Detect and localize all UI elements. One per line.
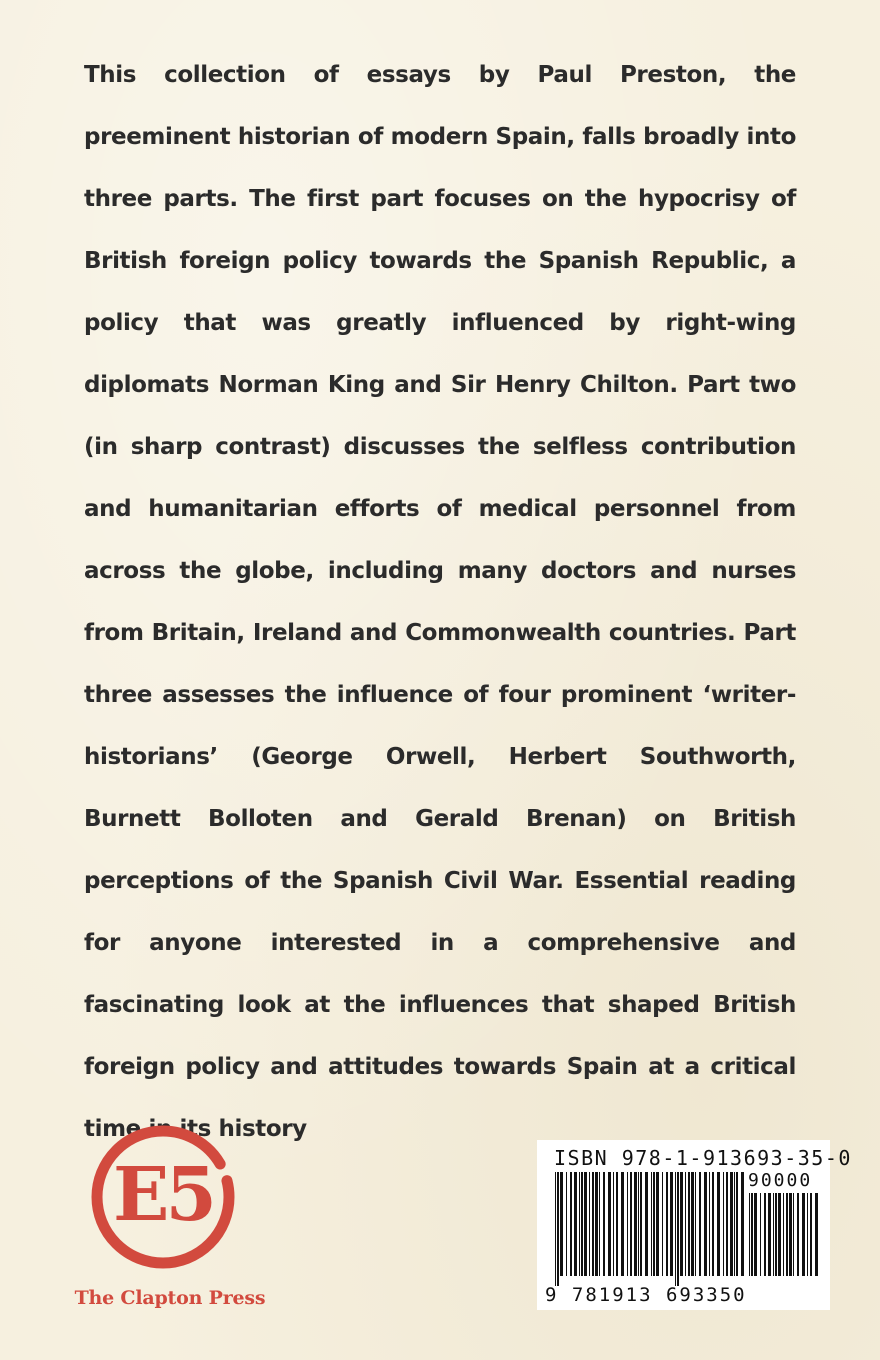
barcode-bar [680, 1172, 683, 1276]
barcode-bar [653, 1172, 655, 1276]
barcode-bar [699, 1172, 701, 1276]
barcode-bar [783, 1193, 784, 1276]
barcode-bar [662, 1172, 663, 1276]
barcode-bar [621, 1172, 624, 1276]
barcode-bar [574, 1172, 577, 1276]
barcode-bar [589, 1172, 590, 1276]
barcode-bar [730, 1172, 733, 1276]
barcode-bar [688, 1172, 690, 1276]
barcode-bar [749, 1193, 750, 1276]
barcode-bar [656, 1172, 659, 1276]
barcode-bar [723, 1172, 724, 1276]
barcode-bar [557, 1172, 559, 1286]
barcode-bar [712, 1172, 714, 1276]
barcode-bar [570, 1172, 572, 1276]
barcode-bar [775, 1193, 777, 1276]
isbn-barcode [537, 1140, 852, 1310]
logo-letters: E5 [113, 1152, 213, 1238]
barcode-bar [802, 1193, 805, 1276]
barcode-bar [810, 1193, 812, 1276]
publisher-name: The Clapton Press [74, 1287, 266, 1309]
barcode-bar [786, 1193, 788, 1276]
barcode-bar [603, 1172, 605, 1276]
barcode-bar [566, 1172, 567, 1276]
barcode-bar [789, 1193, 792, 1276]
addon-digits: 90000 [748, 1170, 813, 1191]
barcode-bar [651, 1172, 652, 1276]
barcode-bar [717, 1172, 720, 1276]
ean-digits: 9 781913 693350 [545, 1284, 747, 1306]
barcode-bar [778, 1193, 781, 1276]
barcode-bar [627, 1172, 628, 1276]
barcode-bar [685, 1172, 686, 1276]
barcode-bar [815, 1193, 818, 1276]
isbn-label: ISBN 978-1-913693-35-0 [554, 1146, 852, 1170]
barcode-bar [608, 1172, 611, 1276]
barcode-bar [560, 1172, 563, 1276]
barcode-bar [695, 1172, 696, 1276]
barcode-bar [634, 1172, 637, 1276]
barcode-bar [709, 1172, 710, 1276]
barcode-bar [734, 1172, 735, 1276]
barcode-bar [675, 1172, 676, 1286]
barcode-bar [677, 1172, 679, 1286]
barcode-bar [595, 1172, 598, 1276]
barcode-bar [764, 1193, 766, 1276]
back-cover-blurb: This collection of essays by Paul Preston, the preeminent historian of modern Spain, falls broadly into three parts. The first part focuses on the hypocrisy of British foreign policy towards the Spanish Republic, a policy that was greatly influenced by right-wing diplomats Norman King and Sir Henry Chilton. Part two (in sharp contrast) discusses the selfless contribution and humanitarian efforts of medical personnel from across the globe, including many doctors and nurses from Britain, Ireland and Commonwealth countries. Part three assesses the influence of four prominent ‘writer-historians’ (George Orwell, Herbert Southworth, Burnett Bolloten and Gerald Brenan) on British perceptions of the Spanish Civil War. Essential reading for anyone interested in a comprehensive and fascinating look at the influences that shaped British foreign policy and attitudes towards Spain at a critical time in its history [84, 62, 796, 1142]
barcode-bar [691, 1172, 694, 1276]
barcode-bar [736, 1172, 738, 1276]
barcode-bar [726, 1172, 728, 1276]
barcode-bar [704, 1172, 707, 1276]
barcode-bar [630, 1172, 632, 1276]
barcode-bar [793, 1193, 794, 1276]
barcode-bar [807, 1193, 808, 1276]
barcode-bar [666, 1172, 668, 1276]
barcode-bar [579, 1172, 580, 1276]
publisher-logo [55, 1125, 285, 1325]
barcode-bar [773, 1193, 774, 1276]
addon-barcode-bars [747, 1193, 823, 1286]
barcode-bar [760, 1193, 761, 1276]
barcode-bar [751, 1193, 753, 1276]
barcode-bar [754, 1193, 757, 1276]
barcode-bar [581, 1172, 583, 1276]
barcode-bar [616, 1172, 618, 1276]
barcode-bar [613, 1172, 614, 1276]
barcode-bar [670, 1172, 673, 1276]
barcode-bar [599, 1172, 600, 1276]
barcode-bar [592, 1172, 594, 1276]
barcode-bar [584, 1172, 587, 1276]
barcode-bar [768, 1193, 771, 1276]
barcode-bar [640, 1172, 642, 1276]
barcode-bar [555, 1172, 556, 1286]
barcode-bar [797, 1193, 799, 1276]
barcode-bar [638, 1172, 639, 1276]
barcode-bar [645, 1172, 648, 1276]
ean-barcode-bars [553, 1172, 745, 1286]
barcode-bar [741, 1172, 744, 1276]
